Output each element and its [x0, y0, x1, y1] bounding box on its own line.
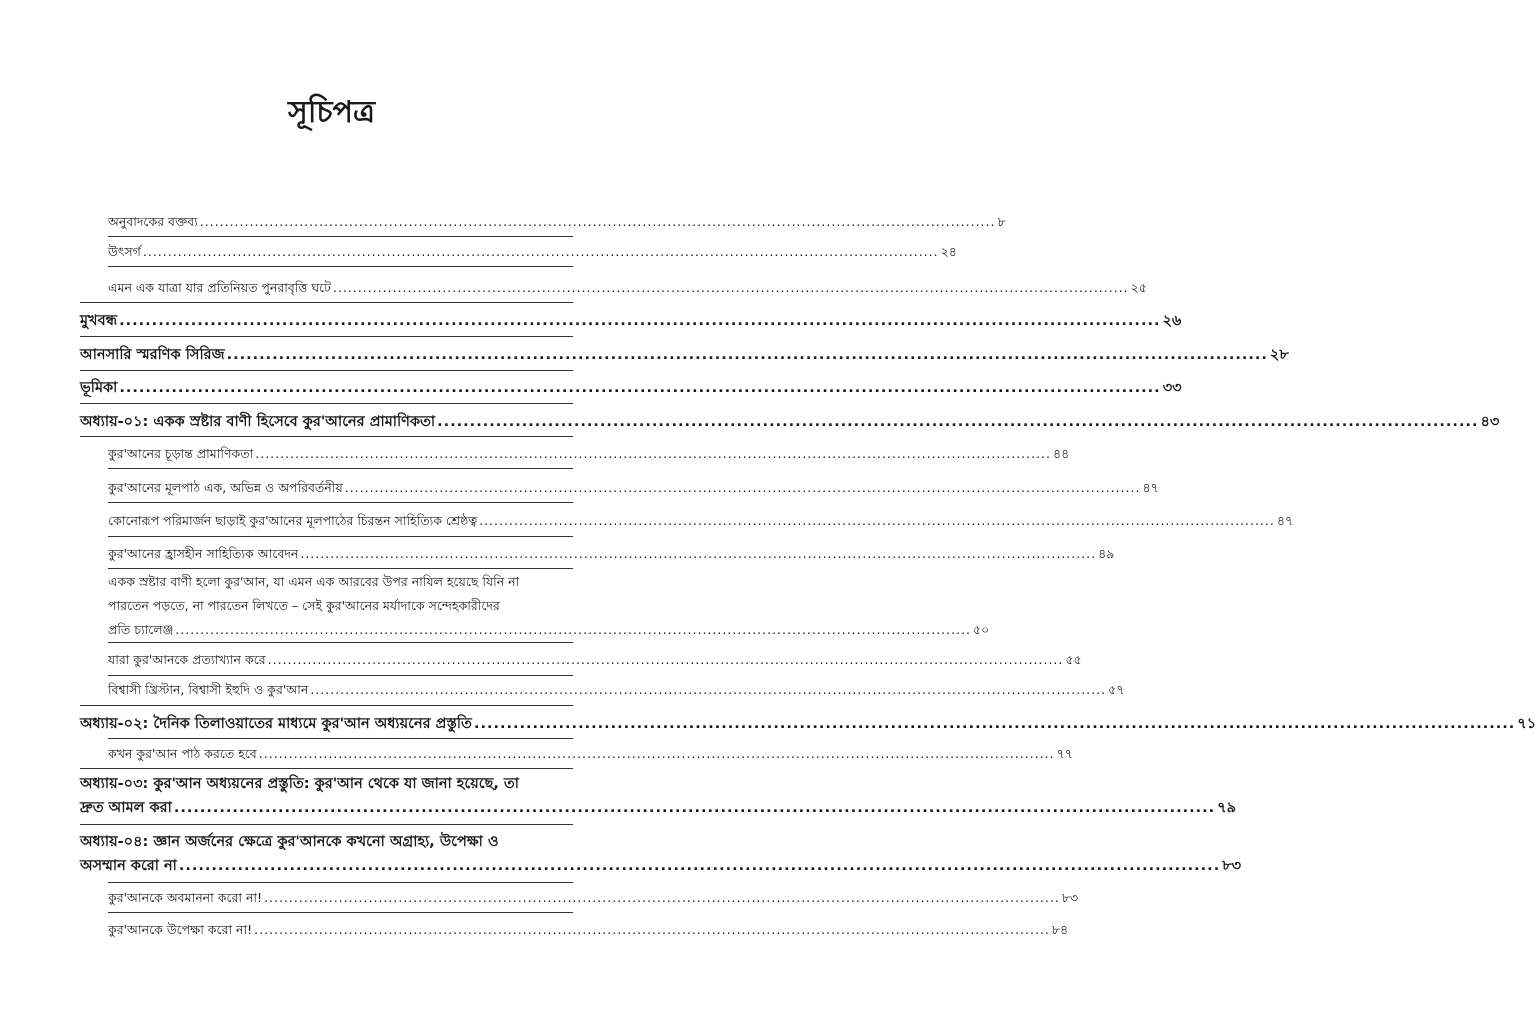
- divider: [108, 236, 573, 237]
- toc-entry-label: কোনোরূপ পরিমার্জন ছাড়াই কুর'আনের মূলপাঠের চিরন্তন সাহিত্যিক শ্রেষ্ঠত্ব: [108, 513, 478, 528]
- toc-entry-label: উৎসর্গ: [108, 244, 141, 259]
- leader-dots: ................................................................................................................................................................: [264, 890, 1060, 905]
- toc-entry-label: যারা কুর'আনকে প্রত্যাখ্যান করে: [108, 652, 266, 667]
- leader-dots: ................................................................................................................................................................: [119, 313, 1161, 329]
- divider: [80, 824, 573, 825]
- divider: [80, 705, 573, 706]
- toc-entry-label: কুর'আনের হ্রাসহীন সাহিত্যিক আবেদন: [108, 546, 299, 561]
- leader-dots: ................................................................................................................................................................: [258, 746, 1055, 761]
- toc-entry-label: ভূমিকা: [80, 380, 118, 396]
- toc-entry-chapter-01[interactable]: [80, 410, 1500, 434]
- toc-entry-page: ৪৯: [1098, 546, 1115, 561]
- leader-dots: ................................................................................................................................................................: [142, 244, 939, 259]
- toc-entry-page: ২৫: [1130, 280, 1147, 295]
- toc-entry-label: কুর'আনকে উপেক্ষা করো না!: [108, 922, 253, 937]
- toc-entry-label: কুর'আনকে অবমাননা করো না!: [108, 890, 263, 905]
- toc-entry-label: দ্রুত আমল করা: [80, 800, 172, 816]
- divider: [80, 336, 573, 337]
- divider: [80, 370, 573, 371]
- leader-dots: ................................................................................................................................................................: [267, 652, 1064, 667]
- toc-entry-page: ৪৩: [1480, 414, 1500, 430]
- toc-entry-page: ২৬: [1162, 313, 1182, 329]
- toc-entry-when-to-read[interactable]: [108, 742, 1073, 766]
- leader-dots: ................................................................................................................................................................: [173, 800, 1216, 816]
- toc-entry-label: বিশ্বাসী খ্রিস্টান, বিশ্বাসী ইহুদি ও কুর'আন: [108, 682, 309, 697]
- divider: [80, 403, 573, 404]
- toc-entry-page: ২৮: [1269, 347, 1289, 363]
- toc-entry-line: অধ্যায়-০৩: কুর'আন অধ্যয়নের প্রস্তুতি: কুর'আন থেকে যা জানা হয়েছে, তা: [80, 776, 519, 792]
- toc-entry-line: একক স্রষ্টার বাণী হলো কুর'আন, যা এমন এক আরবের উপর নাযিল হয়েছে যিনি না: [108, 574, 520, 589]
- toc-entry-journey[interactable]: [108, 276, 1147, 300]
- toc-entry-dedication[interactable]: [108, 240, 957, 264]
- leader-dots: ................................................................................................................................................................: [175, 622, 972, 637]
- divider: [108, 738, 573, 739]
- toc-entry-page: ৫০: [973, 622, 990, 637]
- toc-entry-label: কখন কুর'আন পাঠ করতে হবে: [108, 746, 257, 761]
- leader-dots: ................................................................................................................................................................: [254, 922, 1050, 937]
- toc-entry-label: অধ্যায়-০২: দৈনিক তিলাওয়াতের মাধ্যমে কুর'আন অধ্যয়নের প্রস্তুতি: [80, 716, 472, 732]
- divider: [108, 266, 573, 267]
- toc-entry-ansari-series[interactable]: [80, 343, 1289, 367]
- toc-entry-label: কুর'আনের মূলপাঠ এক, অভিন্ন ও অপরিবর্তনীয়: [108, 480, 343, 495]
- toc-entry-ultimate-authenticity[interactable]: [108, 442, 1070, 466]
- leader-dots: ................................................................................................................................................................: [473, 716, 1516, 732]
- toc-entry-page: ৭৭: [1056, 746, 1073, 761]
- toc-entry-foreword[interactable]: [80, 309, 1182, 333]
- toc-entry-chapter-02[interactable]: [80, 712, 1536, 736]
- leader-dots: ................................................................................................................................................................: [178, 858, 1221, 874]
- toc-entry-literary-excellence[interactable]: [108, 509, 1294, 533]
- toc-entry-believers[interactable]: [108, 678, 1125, 702]
- toc-entry-translator-note[interactable]: [108, 210, 1006, 234]
- toc-entry-label: অসম্মান করো না: [80, 858, 177, 874]
- divider: [80, 302, 573, 303]
- toc-entry-challenge-doubters[interactable]: [108, 570, 990, 642]
- toc-entry-page: ৫৫: [1065, 652, 1082, 667]
- toc-entry-line: অধ্যায়-০৪: জ্ঞান অর্জনের ক্ষেত্রে কুর'আনকে কখনো অগ্রাহ্য, উপেক্ষা ও: [80, 834, 499, 850]
- toc-entry-dont-insult[interactable]: [108, 886, 1079, 910]
- toc-entry-page: ৪৭: [1276, 513, 1294, 528]
- divider: [108, 882, 573, 883]
- leader-dots: ................................................................................................................................................................: [437, 414, 1479, 430]
- toc-entry-dont-ignore[interactable]: [108, 918, 1069, 942]
- divider: [108, 912, 573, 913]
- divider: [108, 536, 573, 537]
- toc-entry-label: আনসারি স্মরণিক সিরিজ: [80, 347, 225, 363]
- page-title: সূচিপত্র: [288, 95, 375, 130]
- divider: [108, 642, 573, 643]
- toc-entry-rejecters[interactable]: [108, 648, 1082, 672]
- leader-dots: ................................................................................................................................................................: [344, 480, 1141, 495]
- divider: [80, 436, 573, 437]
- toc-entry-page: ৩৩: [1162, 380, 1182, 396]
- toc-entry-line: পারতেন পড়তে, না পারতেন লিখতে – সেই কুর'আনের মর্যাদাকে সন্দেহকারীদের: [108, 598, 500, 613]
- divider: [108, 468, 573, 469]
- toc-entry-unchanged-text[interactable]: [108, 476, 1159, 500]
- toc-entry-page: ৮: [997, 214, 1006, 229]
- leader-dots: ................................................................................................................................................................: [199, 214, 996, 229]
- toc-entry-page: ৮৩: [1222, 858, 1242, 874]
- toc-entry-page: ৫৭: [1108, 682, 1125, 697]
- toc-entry-label: কুর'আনের চূড়ান্ত প্রামাণিকতা: [108, 446, 254, 461]
- divider: [108, 502, 573, 503]
- toc-entry-page: ৮৩: [1061, 890, 1079, 905]
- toc-entry-page: ৭৯: [1217, 800, 1236, 816]
- divider: [108, 675, 573, 676]
- toc-entry-page: ৭১: [1517, 716, 1536, 732]
- leader-dots: ................................................................................................................................................................: [310, 682, 1107, 697]
- toc-entry-introduction[interactable]: [80, 376, 1182, 400]
- toc-entry-page: ২৪: [940, 244, 957, 259]
- divider: [108, 568, 573, 569]
- toc-entry-page: ৮৪: [1051, 922, 1069, 937]
- toc-entry-label: অধ্যায়-০১: একক স্রষ্টার বাণী হিসেবে কুর'আনের প্রামাণিকতা: [80, 414, 436, 430]
- toc-entry-undiminished-appeal[interactable]: [108, 542, 1115, 566]
- toc-entry-label: এমন এক যাত্রা যার প্রতিনিয়ত পুনরাবৃত্তি ঘটে: [108, 280, 331, 295]
- toc-entry-label: মুখবন্ধ: [80, 313, 118, 329]
- divider: [80, 768, 573, 769]
- toc-entry-page: ৪৭: [1142, 480, 1159, 495]
- toc-entry-page: ৪৪: [1053, 446, 1070, 461]
- toc-entry-chapter-04[interactable]: [80, 830, 1242, 878]
- toc-entry-label: অনুবাদকের বক্তব্য: [108, 214, 198, 229]
- leader-dots: ................................................................................................................................................................: [479, 513, 1275, 528]
- leader-dots: ................................................................................................................................................................: [300, 546, 1097, 561]
- leader-dots: ................................................................................................................................................................: [119, 380, 1161, 396]
- leader-dots: ................................................................................................................................................................: [226, 347, 1268, 363]
- leader-dots: ................................................................................................................................................................: [255, 446, 1052, 461]
- leader-dots: ................................................................................................................................................................: [332, 280, 1129, 295]
- toc-entry-chapter-03[interactable]: [80, 772, 1236, 820]
- toc-entry-label: প্রতি চ্যালেঞ্জ: [108, 622, 174, 637]
